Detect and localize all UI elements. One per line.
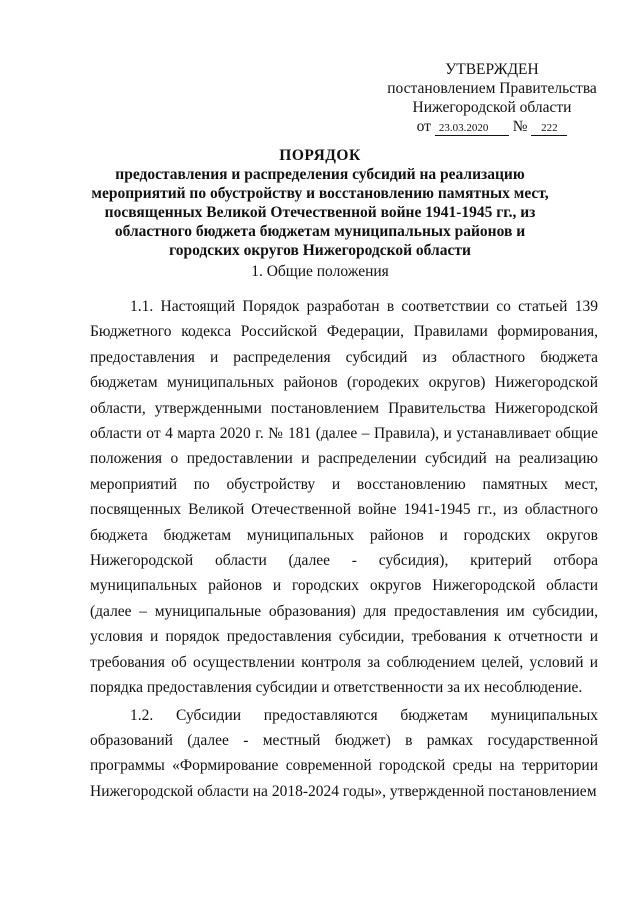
paragraph-1-1: 1.1. Настоящий Порядок разработан в соответствии со статьей 139 Бюджетного кодекса Российской Федерации, Правилами формирования, предоставления и распределения субсидий из областного бюджета бюджетам муниципальных районов (городеких округов) Нижегородской области, утвержденными постановлением Правительства Нижегородской области от 4 марта 2020 г. № 181 (далее – Правила), и устанавливает общие положения о предоставлении и распределении субсидий на реализацию мероприятий по обустройству и восстановлению памятных мест, посвященных Великой Отечественной войне 1941-1945 гг., из областного бюджета бюджетам муниципальных районов и городских округов Нижегородской области (далее - субсидия), критерий отбора муниципальных районов и городских округов Нижегородской области (далее – муниципальные образования) для предоставления им субсидии, условия и порядок предоставления субсидии, требования к отчетности и требования об осуществлении контроля за соблюдением целей, условий и порядка предоставления субсидии и ответственности за их несоблюдение. bbox=[90, 298, 598, 697]
approval-heading: УТВЕРЖДЕН bbox=[445, 61, 539, 78]
number-sign: № bbox=[512, 118, 528, 135]
date-prefix: от bbox=[416, 118, 431, 135]
approval-date: 23.03.2020 bbox=[435, 122, 509, 136]
approval-region: Нижегородской области bbox=[412, 99, 572, 116]
paragraph-1-2: 1.2. Субсидии предоставляются бюджетам муниципальных образований (далее - местный бюджет) в рамках государственной программы «Формирование современной городской среды на территории Нижегородской области на 2018-2024 годы», утвержденной постановлением bbox=[90, 706, 598, 800]
document-title: ПОРЯДОК bbox=[279, 147, 361, 164]
approval-issuer: постановлением Правительства bbox=[387, 80, 597, 97]
document-subtitle: предоставления и распределения субсидий на реализацию мероприятий по обустройству и восстановлению памятных мест, посвященных Великой Отечественной войне 1941-1945 гг., из областного бюджета бюджетам муниципальных районов и городских округов Нижегородской области bbox=[91, 166, 549, 259]
document-body bbox=[90, 294, 598, 804]
approval-date-line bbox=[372, 117, 612, 136]
section-heading: 1. Общие положения bbox=[251, 263, 389, 280]
document-title-block bbox=[86, 146, 554, 260]
approval-number: 222 bbox=[531, 122, 567, 136]
approval-stamp bbox=[372, 60, 612, 136]
